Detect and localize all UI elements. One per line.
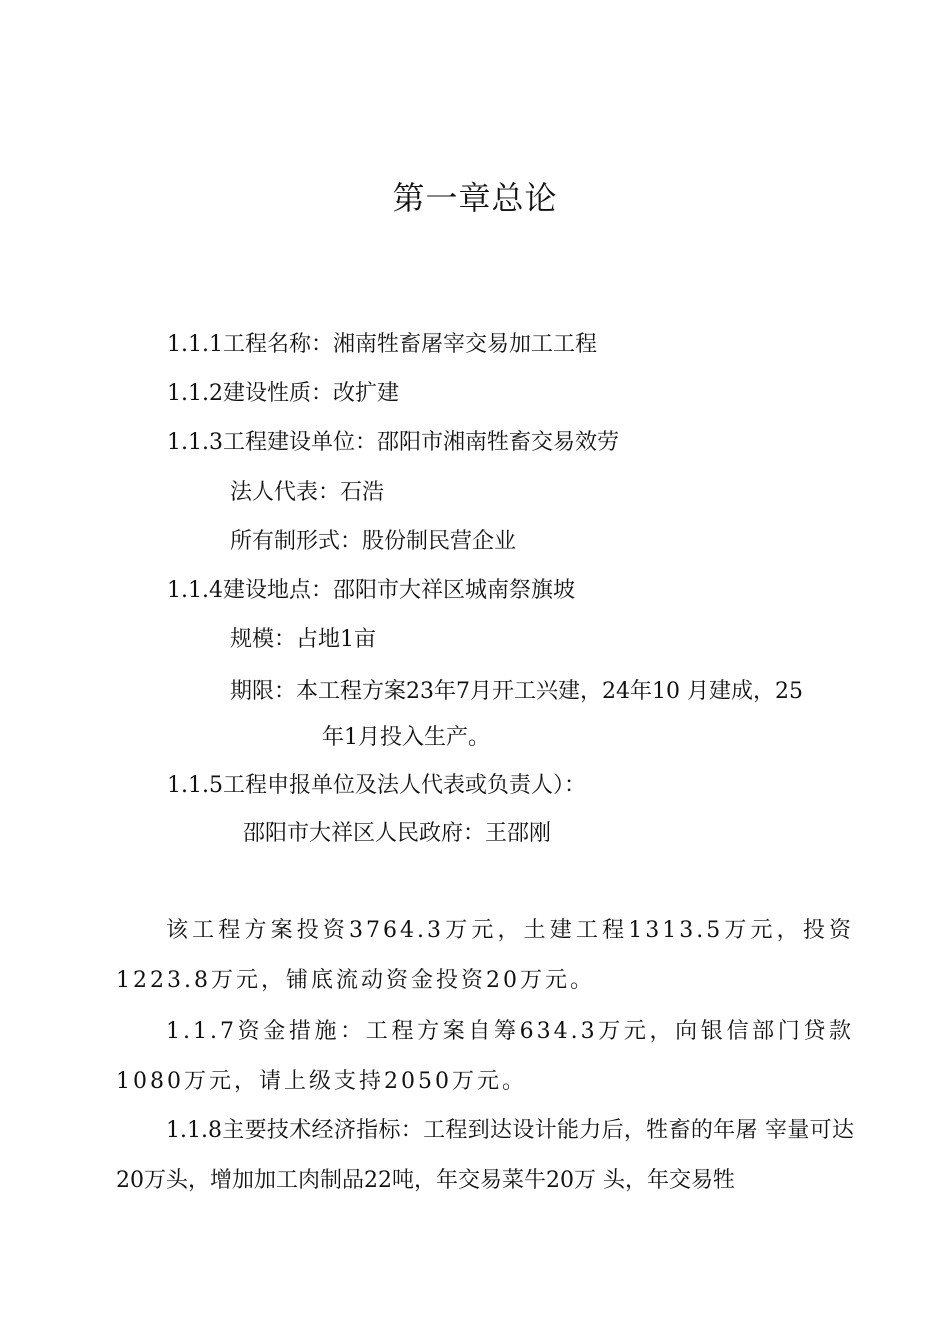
item-construction-site: 1.1.4建设地点：邵阳市大祥区城南祭旗坡 [167, 578, 575, 603]
paragraph-investment: 该工程方案投资3764.3万元，土建工程1313.5万元，投资1223.8万元，铺底流动资金投资20万元。 [116, 918, 854, 993]
item-applicant-detail: 邵阳市大祥区人民政府：王邵刚 [243, 821, 552, 846]
item-scale: 规模：占地1亩 [230, 627, 376, 652]
item-legal-representative: 法人代表：石浩 [230, 480, 385, 505]
item-schedule-continued: 年1月投入生产。 [322, 725, 490, 750]
item-applicant: 1.1.5工程申报单位及法人代表或负责人）： [167, 773, 586, 798]
item-ownership-form: 所有制形式：股份制民营企业 [230, 529, 517, 554]
item-schedule: 期限：本工程方案23年7月开工兴建，24年10 月建成，25 [230, 679, 803, 704]
chapter-title: 第一章总论 [392, 179, 558, 217]
paragraph-indicators: 1.1.8主要技术经济指标：工程到达设计能力后，牲畜的年屠 宰量可达20万头，增加加工肉制品22吨，年交易菜牛20万 头，年交易牲 [116, 1118, 854, 1193]
item-project-name: 1.1.1工程名称：湘南牲畜屠宰交易加工工程 [167, 332, 597, 357]
item-construction-unit: 1.1.3工程建设单位：邵阳市湘南牲畜交易效劳 [167, 430, 619, 455]
paragraph-funding: 1.1.7资金措施：工程方案自筹634.3万元，向银信部门贷款1080万元，请上级支持2050万元。 [116, 1019, 854, 1094]
item-construction-nature: 1.1.2建设性质：改扩建 [167, 381, 399, 406]
